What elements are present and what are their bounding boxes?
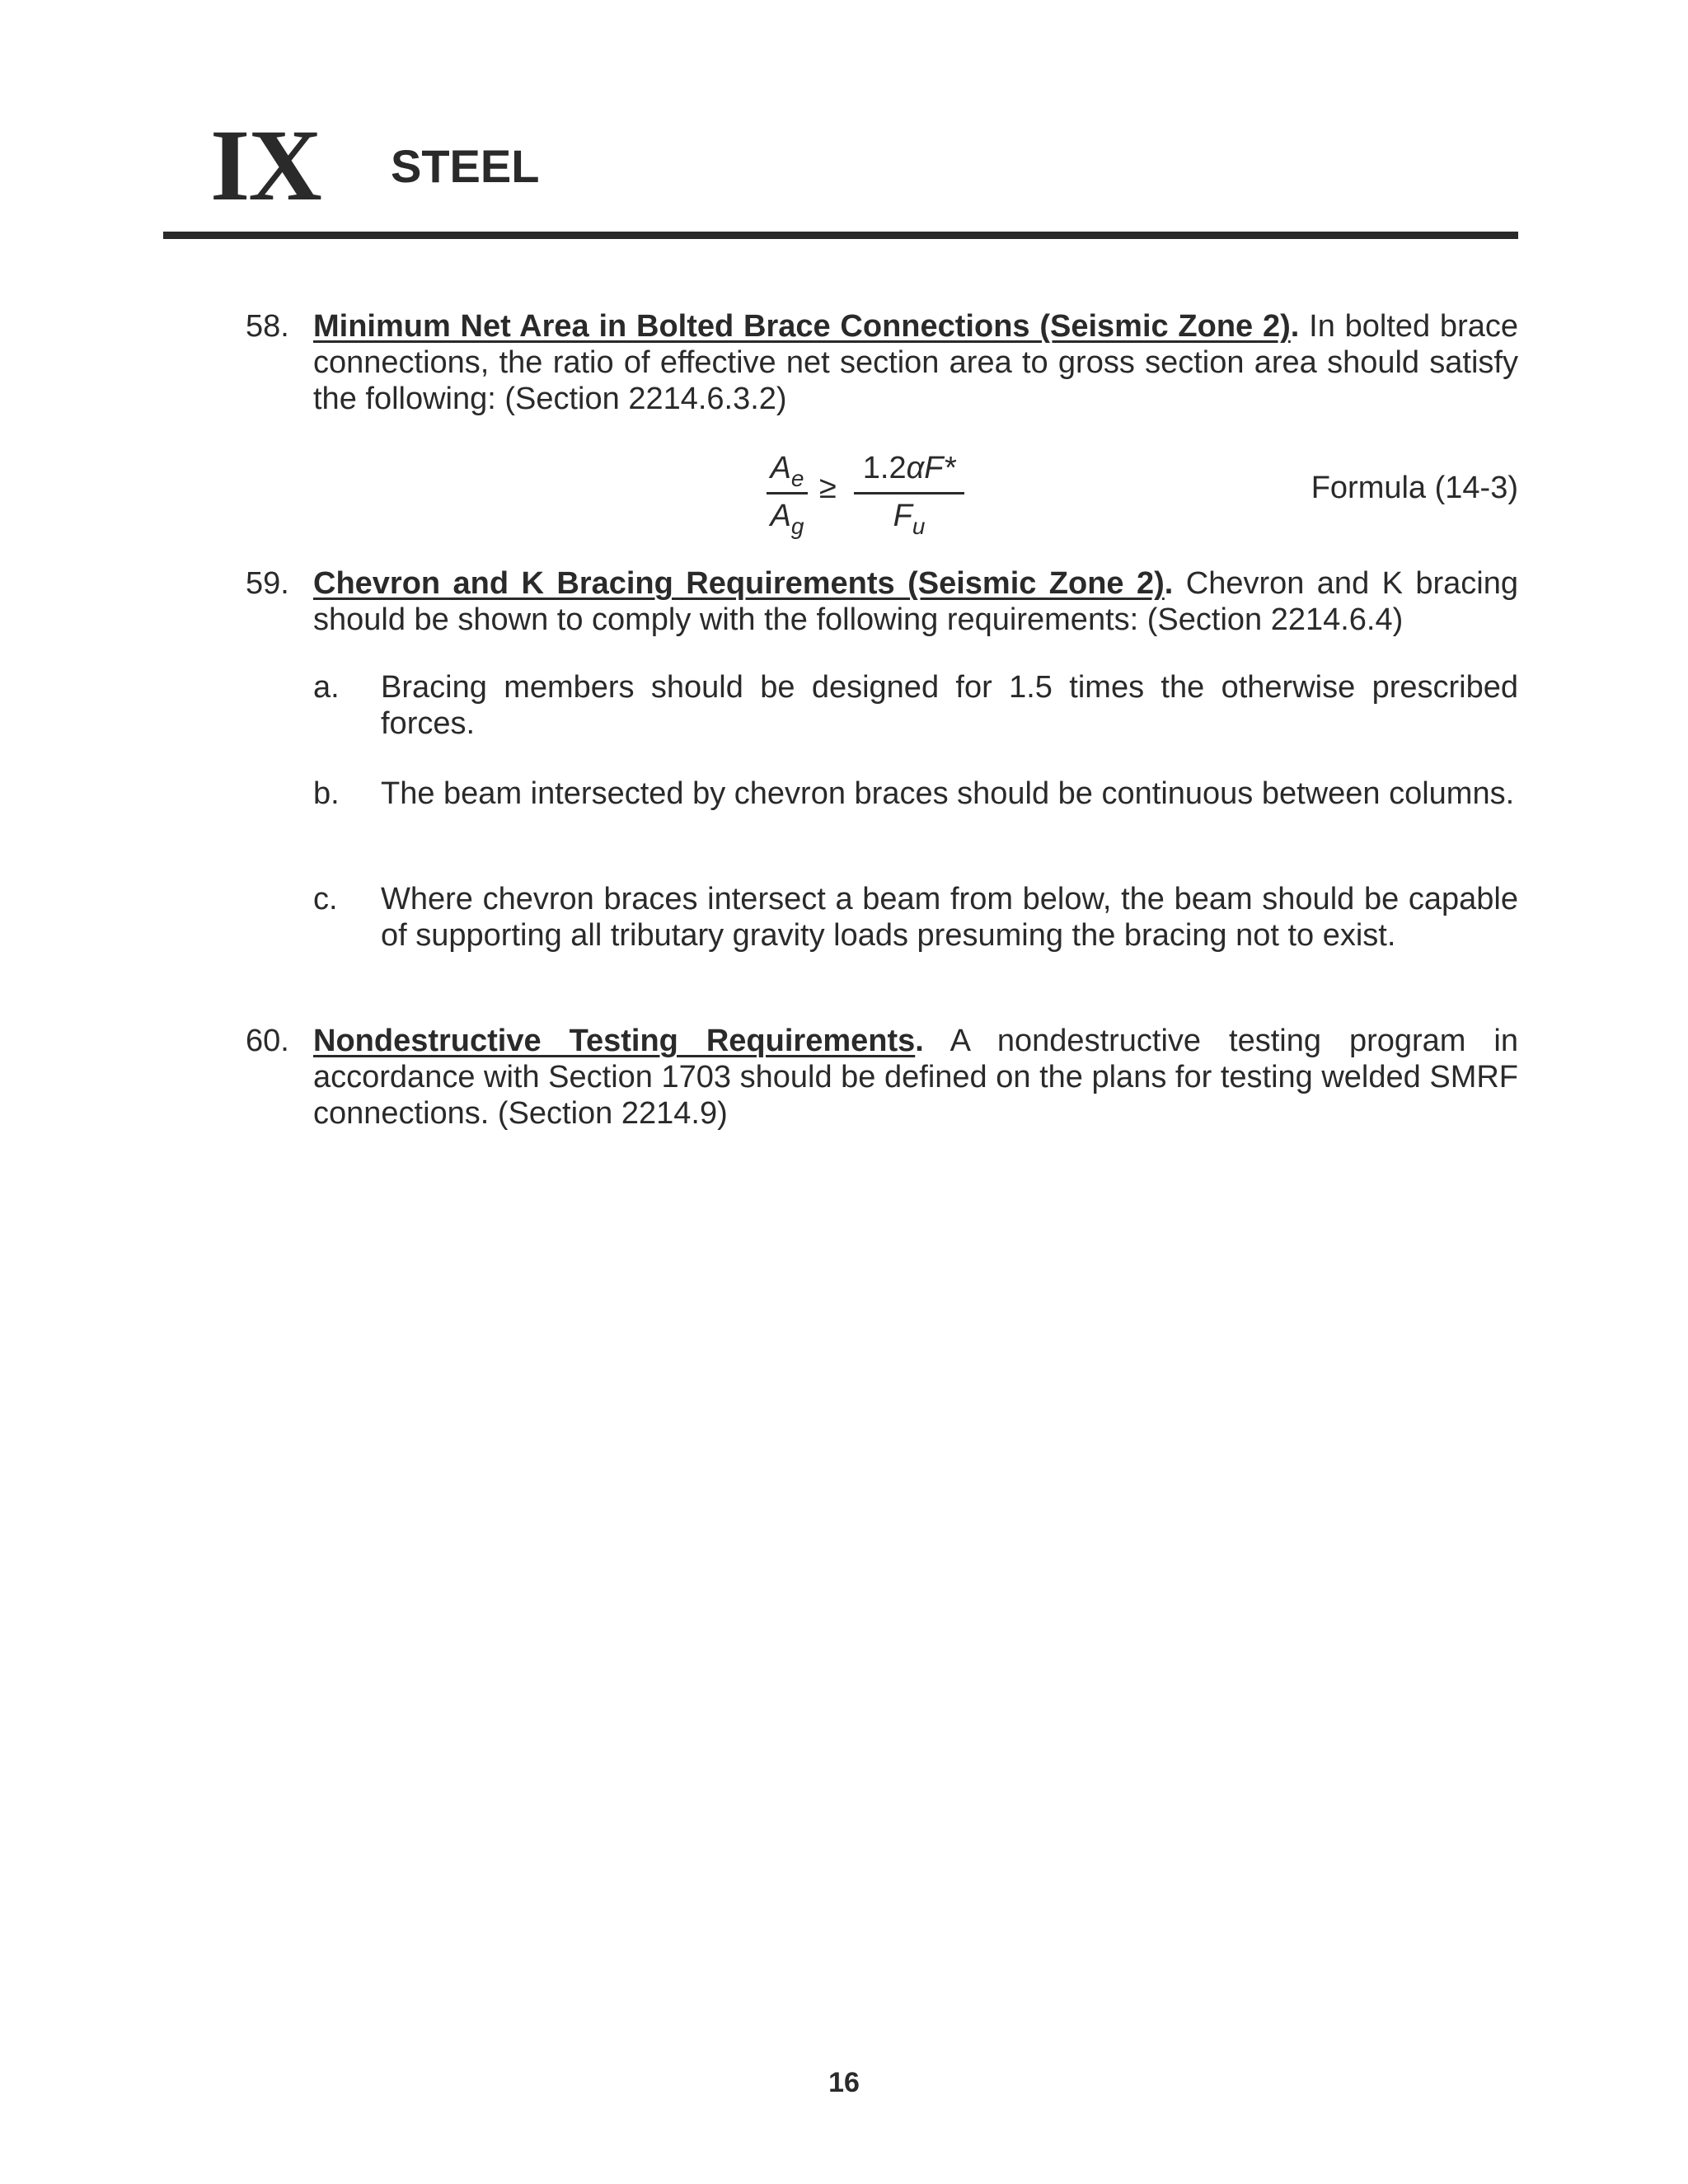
item-period: . bbox=[1164, 566, 1174, 601]
sub-item-letter: a. bbox=[313, 670, 340, 705]
lhs-denominator: $A_g$ bbox=[770, 499, 804, 539]
item-body bbox=[313, 565, 1518, 638]
item-text: In bolted brace connections, the ratio of effective net section area to gross section area should satisfy the following: (Section 2214.6.3.2) bbox=[313, 309, 1518, 416]
item-body bbox=[313, 1023, 1518, 1132]
item-number: 58. bbox=[246, 309, 289, 344]
relation-symbol: ≥ bbox=[819, 471, 837, 505]
rhs-fraction-bar bbox=[854, 492, 964, 494]
header-rule bbox=[163, 232, 1518, 239]
item-text: A nondestructive testing program in accordance with Section 1703 should be defined on the plans for testing welded SMRF connections. (Section 2214.9) bbox=[313, 1024, 1518, 1131]
item-period: . bbox=[1290, 309, 1300, 344]
item-number: 59. bbox=[246, 566, 289, 601]
sub-item-text: The beam intersected by chevron braces should be continuous between columns. bbox=[381, 776, 1515, 811]
item-text: Chevron and K bracing should be shown to comply with the following requirements: (Section 2214.6.4) bbox=[313, 566, 1519, 637]
sub-item-text: Where chevron braces intersect a beam from below, the beam should be capable of supporting all tributary gravity loads presuming the bracing not to exist. bbox=[381, 882, 1518, 953]
item-period: . bbox=[915, 1024, 924, 1058]
item-number: 60. bbox=[246, 1024, 289, 1058]
chapter-title: STEEL bbox=[391, 140, 540, 192]
sub-item-letter: b. bbox=[313, 776, 340, 811]
rhs-denominator: $F_u$ bbox=[893, 499, 926, 539]
item-heading: Chevron and K Bracing Requirements (Seismic Zone 2) bbox=[313, 566, 1165, 601]
formula-14-3 bbox=[767, 451, 1518, 537]
item-heading: Minimum Net Area in Bolted Brace Connections (Seismic Zone 2) bbox=[313, 309, 1291, 344]
lhs-numerator: $A_e$ bbox=[770, 451, 804, 491]
page-number: 16 bbox=[828, 2067, 860, 2098]
lhs-fraction-bar bbox=[767, 492, 808, 494]
chapter-number: IX bbox=[210, 109, 321, 222]
item-body bbox=[313, 308, 1518, 417]
item-heading: Nondestructive Testing Requirements bbox=[313, 1024, 916, 1058]
sub-item-text: Bracing members should be designed for 1.5 times the otherwise prescribed forces. bbox=[381, 670, 1518, 741]
formula-label: Formula (14-3) bbox=[1311, 471, 1518, 505]
sub-item-letter: c. bbox=[313, 882, 338, 916]
rhs-numerator: 1.2αF* bbox=[862, 451, 956, 485]
